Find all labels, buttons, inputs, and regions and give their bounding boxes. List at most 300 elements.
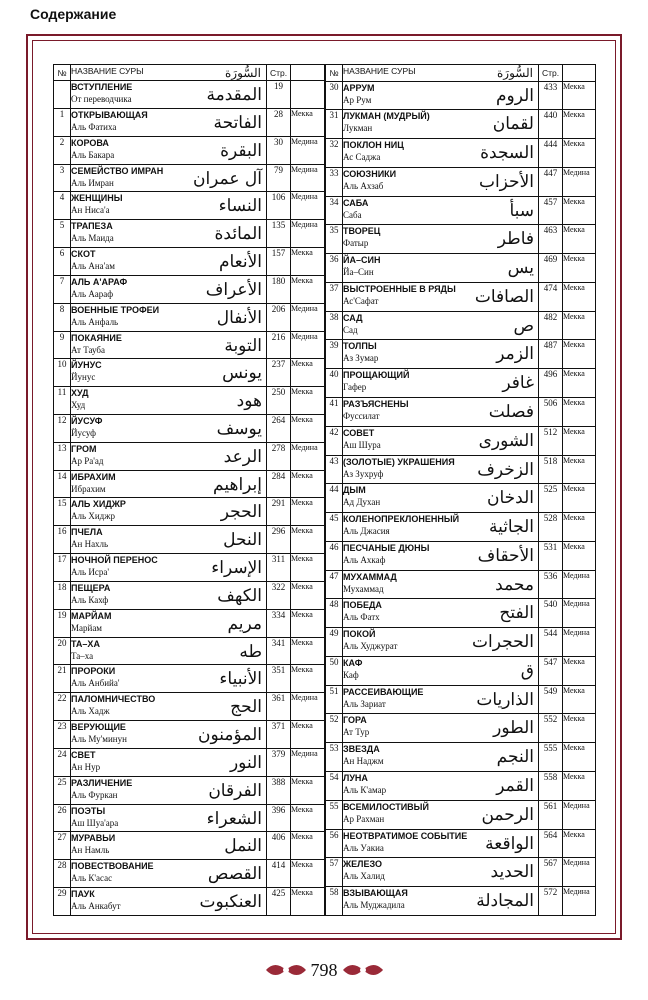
surah-name-ru: ПОКОЙ — [343, 629, 376, 640]
surah-name-cell — [71, 498, 267, 526]
surah-name-translit: Аш Шуа'ара — [71, 817, 119, 828]
surah-place: Медина — [291, 303, 325, 331]
surah-page: 536 — [539, 570, 563, 599]
surah-place: Мекка — [291, 609, 325, 637]
surah-name-translit: Йусуф — [71, 427, 96, 438]
contents-table — [53, 64, 594, 916]
surah-page: 457 — [539, 196, 563, 225]
surah-place: Мекка — [563, 340, 596, 369]
surah-number: 8 — [54, 303, 71, 331]
surah-place: Мекка — [291, 526, 325, 554]
surah-place: Мекка — [563, 743, 596, 772]
surah-name-translit: Ас Саджа — [343, 152, 381, 163]
surah-number: 11 — [54, 387, 71, 415]
table-row — [54, 498, 325, 526]
surah-name-cell — [71, 748, 267, 776]
table-row — [54, 136, 325, 164]
surah-name-translit: Аль Хиджр — [71, 511, 115, 522]
surah-name-ru: СЕМЕЙСТВО ИМРАН — [71, 165, 164, 176]
table-row — [54, 721, 325, 749]
surah-name-arabic: المقدمة — [206, 85, 262, 106]
col-header-page: Стр. — [267, 65, 291, 81]
table-row — [326, 656, 596, 685]
table-row — [54, 275, 325, 303]
surah-page: 284 — [267, 470, 291, 498]
surah-name-translit: Ан Намль — [71, 845, 110, 856]
surah-place: Мекка — [291, 637, 325, 665]
surah-name-cell — [343, 225, 539, 254]
surah-name-ru: ПЧЕЛА — [71, 527, 103, 538]
surah-number: 55 — [326, 800, 343, 829]
surah-name-translit: Аль Хадж — [71, 706, 110, 717]
surah-name-cell — [343, 541, 539, 570]
surah-name-cell — [343, 656, 539, 685]
surah-place: Медина — [563, 858, 596, 887]
surah-page: 361 — [267, 693, 291, 721]
table-row — [326, 628, 596, 657]
surah-number: 25 — [54, 776, 71, 804]
surah-number: 20 — [54, 637, 71, 665]
surah-page: 531 — [539, 541, 563, 570]
surah-name-ru: ХУД — [71, 388, 89, 399]
table-row — [54, 637, 325, 665]
col-header-name — [343, 65, 539, 82]
surah-name-arabic: الروم — [495, 85, 534, 106]
surah-name-arabic: يس — [507, 258, 534, 279]
surah-page: 525 — [539, 484, 563, 513]
surah-name-arabic: الطور — [493, 718, 534, 739]
surah-name-translit: Та–ха — [71, 650, 94, 661]
surah-page: 561 — [539, 800, 563, 829]
table-row — [326, 541, 596, 570]
page-number: 798 — [310, 960, 338, 980]
surah-page: 469 — [539, 254, 563, 283]
surah-place: Медина — [291, 220, 325, 248]
surah-name-ru: АЛЬ ХИДЖР — [71, 499, 126, 510]
surah-name-arabic: البقرة — [220, 140, 262, 161]
surah-page: 512 — [539, 426, 563, 455]
surah-name-ru: ЖЕНЩИНЫ — [71, 193, 123, 204]
surah-place: Мекка — [563, 513, 596, 542]
surah-number: 37 — [326, 282, 343, 311]
surah-name-cell — [343, 858, 539, 887]
surah-number: 43 — [326, 455, 343, 484]
surah-name-arabic: الحجر — [220, 502, 262, 523]
surah-name-arabic: الأنبياء — [219, 669, 262, 690]
surah-page: 482 — [539, 311, 563, 340]
surah-name-ru: ЙУСУФ — [71, 415, 103, 426]
surah-number: 2 — [54, 136, 71, 164]
surah-page: 291 — [267, 498, 291, 526]
surah-name-cell — [343, 743, 539, 772]
surah-place: Мекка — [563, 714, 596, 743]
surah-name-translit: Ан Нахль — [71, 539, 109, 550]
surah-page: 371 — [267, 721, 291, 749]
surah-name-cell — [343, 254, 539, 283]
surah-name-arabic: آل عمران — [192, 168, 262, 189]
surah-name-cell — [71, 609, 267, 637]
surah-place — [291, 81, 325, 109]
surah-number: 27 — [54, 832, 71, 860]
surah-page: 447 — [539, 167, 563, 196]
surah-name-arabic: المائدة — [214, 224, 262, 245]
surah-name-arabic: الأنعام — [218, 252, 262, 273]
surah-name-cell — [71, 387, 267, 415]
surah-name-arabic: الفتح — [499, 603, 534, 624]
surah-name-ru: ЗВЕЗДА — [343, 744, 380, 755]
surah-name-arabic: الواقعة — [485, 833, 534, 854]
surah-name-arabic: الشعراء — [206, 808, 262, 829]
surah-name-arabic: هود — [236, 391, 262, 412]
surah-name-ru: РАССЕИВАЮЩИЕ — [343, 686, 424, 697]
surah-place: Мекка — [291, 387, 325, 415]
surah-place: Медина — [563, 628, 596, 657]
table-row — [326, 225, 596, 254]
surah-number: 30 — [326, 81, 343, 110]
surah-name-ru: ЛУКМАН (МУДРЫЙ) — [343, 111, 430, 122]
surah-name-cell — [71, 220, 267, 248]
surah-place: Мекка — [563, 656, 596, 685]
surah-page: 549 — [539, 685, 563, 714]
surah-name-cell — [343, 714, 539, 743]
surah-page: 206 — [267, 303, 291, 331]
surah-name-arabic: المؤمنون — [197, 725, 262, 746]
surah-name-cell — [71, 136, 267, 164]
surah-name-translit: Аль Маида — [71, 233, 114, 244]
surah-name-arabic: سبأ — [509, 200, 534, 221]
surah-number: 32 — [326, 139, 343, 168]
surah-number: 57 — [326, 858, 343, 887]
surah-name-arabic: النساء — [218, 196, 262, 217]
table-row — [54, 387, 325, 415]
surah-page: 474 — [539, 282, 563, 311]
surah-number: 56 — [326, 829, 343, 858]
surah-page: 406 — [267, 832, 291, 860]
surah-name-arabic: الشورى — [478, 430, 534, 451]
surah-name-ru: ТОЛПЫ — [343, 341, 377, 352]
surah-name-cell — [343, 628, 539, 657]
surah-number: 46 — [326, 541, 343, 570]
surah-name-translit: Аль Кахф — [71, 594, 109, 605]
table-row — [54, 860, 325, 888]
surah-place: Мекка — [563, 81, 596, 110]
table-row — [326, 340, 596, 369]
surah-place: Мекка — [291, 721, 325, 749]
surah-number: 10 — [54, 359, 71, 387]
surah-name-translit: Аль Худжурат — [343, 641, 398, 652]
table-row — [326, 110, 596, 139]
surah-place: Мекка — [291, 581, 325, 609]
surah-name-ru: ПАЛОМНИЧЕСТВО — [71, 694, 156, 705]
col-header-name-label: НАЗВАНИЕ СУРЫ — [71, 65, 144, 76]
surah-place: Медина — [291, 748, 325, 776]
surah-name-ru: СОВЕТ — [343, 427, 375, 438]
surah-name-translit: Ад Духан — [343, 497, 381, 508]
surah-name-arabic: فصلت — [488, 402, 534, 423]
surah-name-cell — [343, 81, 539, 110]
surah-name-arabic: يونس — [222, 363, 262, 384]
surah-place: Мекка — [291, 554, 325, 582]
surah-name-cell — [71, 108, 267, 136]
surah-page: 506 — [539, 398, 563, 427]
surah-name-ru: ГРОМ — [71, 443, 97, 454]
surah-name-ru: ВОЕННЫЕ ТРОФЕИ — [71, 304, 160, 315]
surah-name-ru: САБА — [343, 197, 369, 208]
surah-name-ru: ВЕРУЮЩИЕ — [71, 722, 126, 733]
surah-name-translit: Ат Тур — [343, 727, 370, 738]
surah-name-translit: Аль Ана'ам — [71, 261, 115, 272]
surah-place: Мекка — [563, 398, 596, 427]
surah-name-ru: ИБРАХИМ — [71, 471, 116, 482]
surah-name-ru: РАЗЛИЧЕНИЕ — [71, 777, 133, 788]
col-header-arabic: السُّورَة — [225, 65, 261, 80]
table-row — [54, 581, 325, 609]
surah-page: 440 — [539, 110, 563, 139]
surah-place: Медина — [563, 570, 596, 599]
surah-number: 22 — [54, 693, 71, 721]
col-header-page: Стр. — [539, 65, 563, 82]
surah-page: 106 — [267, 192, 291, 220]
surah-number: 53 — [326, 743, 343, 772]
surah-place: Мекка — [563, 829, 596, 858]
surah-name-arabic: فاطر — [497, 229, 534, 250]
col-header-name-label: НАЗВАНИЕ СУРЫ — [343, 65, 416, 76]
surah-name-cell — [71, 888, 267, 916]
surah-number: 1 — [54, 108, 71, 136]
surah-page: 250 — [267, 387, 291, 415]
surah-name-translit: Саба — [343, 209, 362, 220]
surah-name-ru: ПАУК — [71, 889, 95, 900]
surah-name-arabic: الكهف — [217, 585, 262, 606]
surah-number: 17 — [54, 554, 71, 582]
surah-place: Мекка — [563, 685, 596, 714]
surah-page: 264 — [267, 414, 291, 442]
table-row — [326, 484, 596, 513]
col-header-place — [291, 65, 325, 81]
table-row — [326, 282, 596, 311]
surah-name-translit: Фуссилат — [343, 411, 380, 422]
surah-name-arabic: الفاتحة — [213, 112, 262, 133]
surah-name-translit: Аль Бакара — [71, 149, 115, 160]
surah-place: Мекка — [563, 139, 596, 168]
surah-number: 51 — [326, 685, 343, 714]
surah-name-ru: САД — [343, 312, 363, 323]
surah-name-ru: ЛУНА — [343, 772, 368, 783]
surah-place: Мекка — [291, 804, 325, 832]
surah-name-arabic: ص — [513, 315, 534, 336]
surah-name-arabic: العنكبوت — [199, 892, 262, 913]
surah-name-ru: ВСЕМИЛОСТИВЫЙ — [343, 801, 429, 812]
table-row — [54, 776, 325, 804]
surah-name-cell — [343, 771, 539, 800]
surah-name-translit: Аль Ахзаб — [343, 180, 384, 191]
surah-place: Мекка — [291, 248, 325, 276]
contents-table-left — [53, 64, 325, 916]
surah-place: Медина — [563, 887, 596, 916]
table-row — [326, 858, 596, 887]
surah-name-arabic: الرعد — [223, 446, 262, 467]
surah-name-cell — [343, 685, 539, 714]
table-row — [54, 303, 325, 331]
surah-name-translit: Аль К'асас — [71, 873, 113, 884]
surah-page: 463 — [539, 225, 563, 254]
surah-number — [54, 81, 71, 109]
surah-name-arabic: طه — [239, 641, 262, 662]
surah-name-cell — [71, 303, 267, 331]
surah-name-cell — [71, 721, 267, 749]
surah-name-ru: СВЕТ — [71, 749, 96, 760]
surah-name-cell — [343, 426, 539, 455]
table-row — [326, 829, 596, 858]
surah-page: 518 — [539, 455, 563, 484]
surah-place: Мекка — [291, 359, 325, 387]
surah-name-ru: КОРОВА — [71, 137, 109, 148]
surah-name-cell — [343, 800, 539, 829]
col-header-number: № — [54, 65, 71, 81]
page-title: Содержание — [30, 6, 117, 22]
surah-name-arabic: القصص — [207, 864, 262, 885]
surah-page: 351 — [267, 665, 291, 693]
table-row — [54, 804, 325, 832]
surah-name-ru: ПЕЩЕРА — [71, 582, 111, 593]
surah-name-translit: Аль Анбийа' — [71, 678, 120, 689]
surah-name-arabic: الأعراف — [205, 279, 262, 300]
surah-number: 48 — [326, 599, 343, 628]
surah-name-ru: ПОЭТЫ — [71, 805, 106, 816]
surah-number: 34 — [326, 196, 343, 225]
page-footer — [0, 957, 648, 985]
surah-name-translit: Гафер — [343, 382, 367, 393]
surah-name-cell — [71, 665, 267, 693]
surah-name-ru: ВСТУПЛЕНИЕ — [71, 82, 133, 93]
surah-name-arabic: مريم — [227, 613, 262, 634]
surah-name-arabic: إبراهيم — [213, 474, 262, 495]
table-row — [54, 470, 325, 498]
surah-name-translit: Аль Зариат — [343, 698, 386, 709]
ornament-right-icon — [341, 960, 385, 980]
surah-page: 237 — [267, 359, 291, 387]
surah-place: Мекка — [291, 414, 325, 442]
surah-number: 45 — [326, 513, 343, 542]
surah-name-ru: РАЗЪЯСНЕНЫ — [343, 399, 409, 410]
surah-number: 5 — [54, 220, 71, 248]
surah-name-cell — [343, 455, 539, 484]
surah-name-cell — [71, 860, 267, 888]
surah-name-cell — [71, 554, 267, 582]
surah-name-translit: Аш Шура — [343, 439, 381, 450]
surah-name-cell — [343, 282, 539, 311]
surah-name-ru: МАРЙАМ — [71, 610, 112, 621]
surah-name-cell — [343, 398, 539, 427]
surah-page: 414 — [267, 860, 291, 888]
surah-page: 552 — [539, 714, 563, 743]
surah-name-ru: СКОТ — [71, 249, 96, 260]
surah-page: 425 — [267, 888, 291, 916]
surah-place: Мекка — [563, 455, 596, 484]
surah-page: 528 — [539, 513, 563, 542]
surah-name-ru: КАФ — [343, 657, 363, 668]
surah-name-cell — [71, 192, 267, 220]
surah-place: Мекка — [291, 275, 325, 303]
surah-name-translit: Лукман — [343, 123, 373, 134]
surah-name-arabic: الصافات — [474, 286, 534, 307]
surah-name-translit: Аль К'амар — [343, 784, 387, 795]
surah-name-arabic: لقمان — [492, 114, 534, 135]
surah-name-arabic: النمل — [224, 836, 262, 857]
surah-name-arabic: المجادلة — [476, 891, 534, 912]
surah-place: Мекка — [563, 426, 596, 455]
surah-name-arabic: الأنفال — [216, 307, 262, 328]
table-row — [326, 81, 596, 110]
surah-name-translit: Йа–Син — [343, 267, 374, 278]
surah-name-cell — [343, 110, 539, 139]
surah-name-translit: Аль Фатх — [343, 612, 380, 623]
surah-page: 540 — [539, 599, 563, 628]
surah-name-arabic: غافر — [502, 373, 534, 394]
surah-place: Мекка — [291, 776, 325, 804]
surah-name-cell — [71, 81, 267, 109]
surah-page: 564 — [539, 829, 563, 858]
surah-name-arabic: يوسف — [216, 418, 262, 439]
table-row — [54, 220, 325, 248]
surah-name-cell — [343, 139, 539, 168]
surah-place: Медина — [291, 192, 325, 220]
table-row — [326, 311, 596, 340]
surah-name-cell — [71, 442, 267, 470]
surah-place: Мекка — [563, 110, 596, 139]
surah-number: 16 — [54, 526, 71, 554]
col-header-place — [563, 65, 596, 82]
surah-name-ru: МУХАММАД — [343, 571, 397, 582]
surah-place: Медина — [291, 442, 325, 470]
surah-name-ru: ПРОЩАЮЩИЙ — [343, 370, 410, 381]
surah-name-cell — [343, 340, 539, 369]
surah-page: 341 — [267, 637, 291, 665]
surah-name-ru: ПОБЕДА — [343, 600, 382, 611]
table-row — [326, 685, 596, 714]
surah-place: Мекка — [291, 470, 325, 498]
surah-place: Мекка — [563, 771, 596, 800]
surah-name-cell — [71, 804, 267, 832]
surah-page: 135 — [267, 220, 291, 248]
surah-name-ru: ПРОРОКИ — [71, 666, 116, 677]
surah-place: Медина — [291, 136, 325, 164]
table-row — [326, 196, 596, 225]
surah-place: Медина — [291, 331, 325, 359]
surah-name-translit: Аль Уакиа — [343, 842, 384, 853]
surah-name-translit: Аль Имран — [71, 177, 114, 188]
surah-number: 40 — [326, 369, 343, 398]
surah-page: 444 — [539, 139, 563, 168]
surah-name-cell — [343, 829, 539, 858]
surah-name-translit: Аль Джасия — [343, 526, 390, 537]
table-row — [326, 254, 596, 283]
surah-name-ru: ПОВЕСТВОВАНИЕ — [71, 861, 154, 872]
surah-name-cell — [71, 581, 267, 609]
surah-name-translit: Аль Анфаль — [71, 316, 119, 327]
surah-name-cell — [71, 832, 267, 860]
surah-name-cell — [343, 570, 539, 599]
surah-place: Мекка — [563, 541, 596, 570]
surah-name-translit: Ибрахим — [71, 483, 106, 494]
surah-name-ru: НОЧНОЙ ПЕРЕНОС — [71, 555, 158, 566]
surah-name-translit: Ат Тауба — [71, 344, 106, 355]
table-row — [326, 513, 596, 542]
surah-name-arabic: الإسراء — [211, 558, 262, 579]
surah-name-cell — [71, 526, 267, 554]
table-row — [54, 81, 325, 109]
surah-name-translit: Аль Аараф — [71, 288, 114, 299]
